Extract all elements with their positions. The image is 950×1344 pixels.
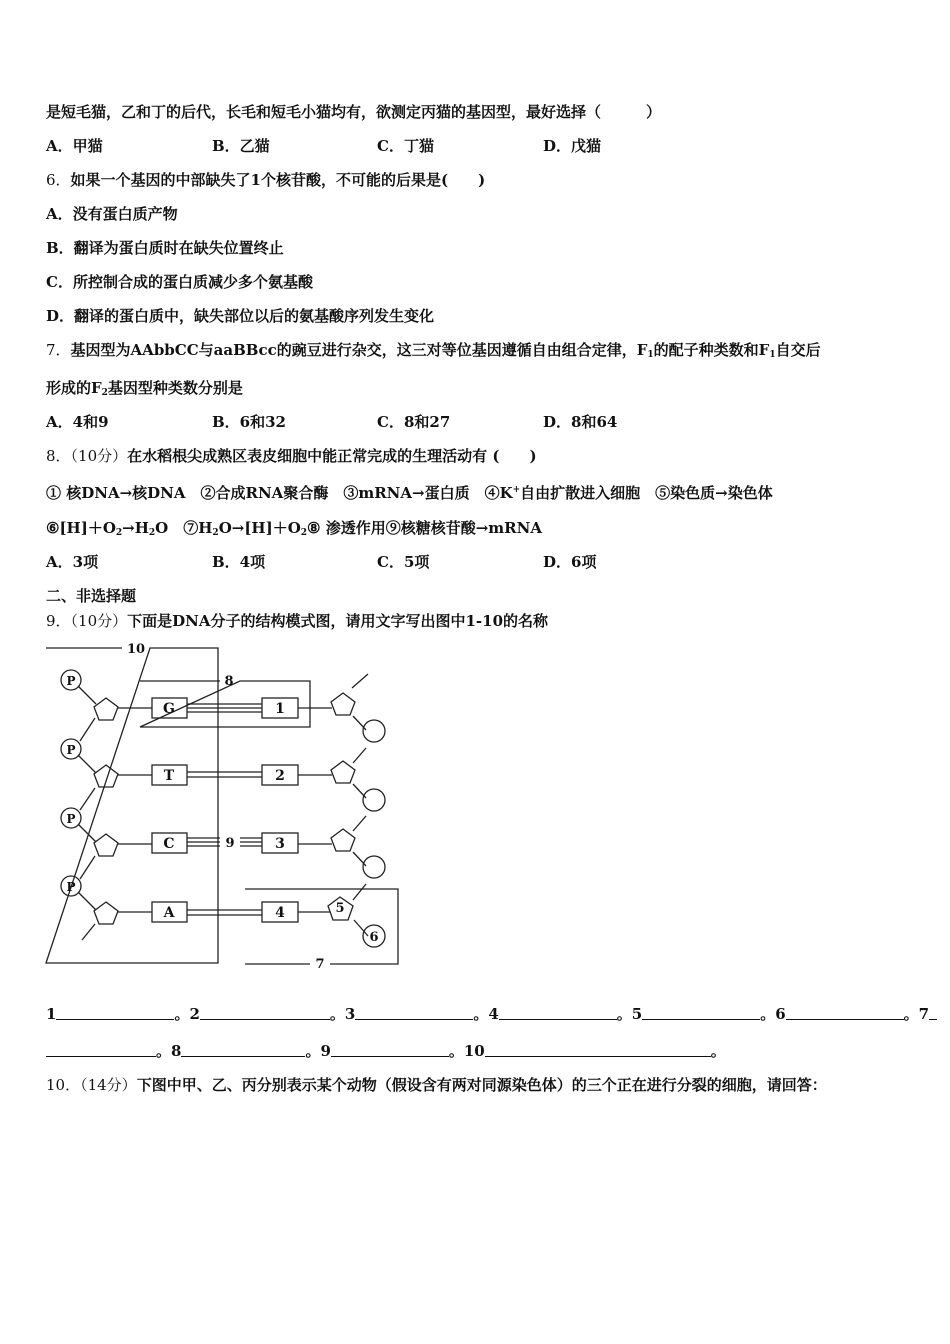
- q7-option-c: C．8和27: [377, 413, 451, 431]
- answer-blank-3[interactable]: [355, 1005, 473, 1020]
- label-p-3: P: [66, 812, 76, 826]
- q6-option-a: A．没有蛋白质产物: [46, 205, 178, 223]
- sugar-left-1: [94, 698, 118, 720]
- label-6: 6: [369, 930, 379, 945]
- box-7: [245, 889, 398, 964]
- q9-answer-line1: 1 。2 。3 。4 。5 。6 。7: [46, 1004, 937, 1024]
- answer-blank-9[interactable]: [331, 1042, 449, 1057]
- base-label-c: C: [163, 836, 175, 852]
- answer-blank-10[interactable]: [485, 1042, 711, 1057]
- q10-stem: 10．（14分）下图中甲、乙、丙分别表示某个动物（假设含有两对同源染色体）的三个正在进行分裂的细胞，请回答：: [46, 1076, 827, 1094]
- q8-option-d: D．6项: [543, 553, 597, 571]
- sugar-left-2: [94, 765, 118, 787]
- base-label-3: 3: [275, 836, 285, 852]
- q9-answer-line2: 。8 。9 。10 。: [46, 1041, 726, 1061]
- q8-items-line2: $⑥[H]+O_2\to H_2O$ $⑦H_2O\to[H]+O_2⑧$ 渗透作用⑨核糖核苷酸→mRNA: [46, 519, 542, 538]
- q5-stem: 是短毛猫，乙和丁的后代，长毛和短毛小猫均有，欲测定丙猫的基因型，最好选择（ ）: [46, 103, 662, 121]
- sugar-right-1: [331, 693, 355, 715]
- base-label-a: A: [163, 905, 175, 921]
- label-p-1: P: [66, 674, 76, 688]
- answer-blank-4[interactable]: [499, 1005, 617, 1020]
- sugar-left-3: [94, 834, 118, 856]
- label-7: 7: [315, 957, 325, 972]
- label-8: 8: [224, 674, 234, 689]
- q5-option-a: A．甲猫: [46, 137, 103, 155]
- phosphate-right-1: [363, 720, 385, 742]
- answer-blank-7-start[interactable]: [929, 1005, 937, 1020]
- label-p-4: P: [66, 880, 76, 894]
- box-10: [46, 648, 218, 963]
- phosphate-right-3: [363, 856, 385, 878]
- q8-option-b: B．4项: [212, 553, 266, 571]
- sugar-right-3: [331, 829, 355, 851]
- q6-stem: 6．如果一个基因的中部缺失了1个核苷酸，不可能的后果是( ): [46, 171, 486, 189]
- dna-structure-diagram: [40, 638, 410, 973]
- base-label-g: G: [163, 701, 175, 717]
- sugar-right-2: [331, 761, 355, 783]
- q6-option-b: B．翻译为蛋白质时在缺失位置终止: [46, 239, 284, 257]
- q7-option-b: B．6和32: [212, 413, 286, 431]
- label-5: 5: [335, 901, 345, 916]
- phosphate-right-2: [363, 789, 385, 811]
- label-10: 10: [126, 642, 146, 657]
- q6-option-d: D．翻译的蛋白质中，缺失部位以后的氨基酸序列发生变化: [46, 307, 435, 325]
- q5-option-c: C．丁猫: [377, 137, 434, 155]
- q8-option-a: A．3项: [46, 553, 99, 571]
- q5-option-b: B．乙猫: [212, 137, 270, 155]
- section-title: 二、非选择题: [46, 587, 137, 605]
- q8-option-c: C．5项: [377, 553, 430, 571]
- base-label-4: 4: [275, 905, 285, 921]
- q7-option-d: D．8和64: [543, 413, 618, 431]
- answer-blank-7[interactable]: [46, 1042, 156, 1057]
- sugar-left-4: [94, 902, 118, 924]
- q8-items-line1: ① 核DNA→核DNA ②合成RNA聚合酶 ③mRNA→蛋白质 ④K+自由扩散进入细胞 ⑤染色质→染色体: [46, 484, 773, 502]
- q7-stem-line2: 形成的$F_2$基因型种类数分别是: [46, 379, 243, 398]
- q7-option-a: A．4和9: [46, 413, 109, 431]
- q7-stem: 7．基因型为AAbbCC与aaBBcc的豌豆进行杂交，这三对等位基因遵循自由组合定律，$F_1$的配子种类数和$F_1$自交后: [46, 341, 821, 360]
- base-label-1: 1: [275, 701, 285, 717]
- q6-option-c: C．所控制合成的蛋白质减少多个氨基酸: [46, 273, 313, 291]
- answer-blank-1[interactable]: [56, 1005, 174, 1020]
- answer-blank-5[interactable]: [642, 1005, 760, 1020]
- q5-option-d: D．戊猫: [543, 137, 602, 155]
- answer-blank-8[interactable]: [181, 1042, 305, 1057]
- answer-blank-6[interactable]: [786, 1005, 904, 1020]
- q9-stem: 9．（10分）下面是DNA分子的结构模式图，请用文字写出图中1-10的名称: [46, 612, 549, 630]
- base-label-2: 2: [275, 768, 285, 784]
- answer-blank-2[interactable]: [200, 1005, 330, 1020]
- base-label-t: T: [163, 768, 175, 784]
- q8-stem: 8．（10分）在水稻根尖成熟区表皮细胞中能正常完成的生理活动有 ( ): [46, 447, 537, 465]
- label-9: 9: [225, 836, 235, 851]
- label-p-2: P: [66, 743, 76, 757]
